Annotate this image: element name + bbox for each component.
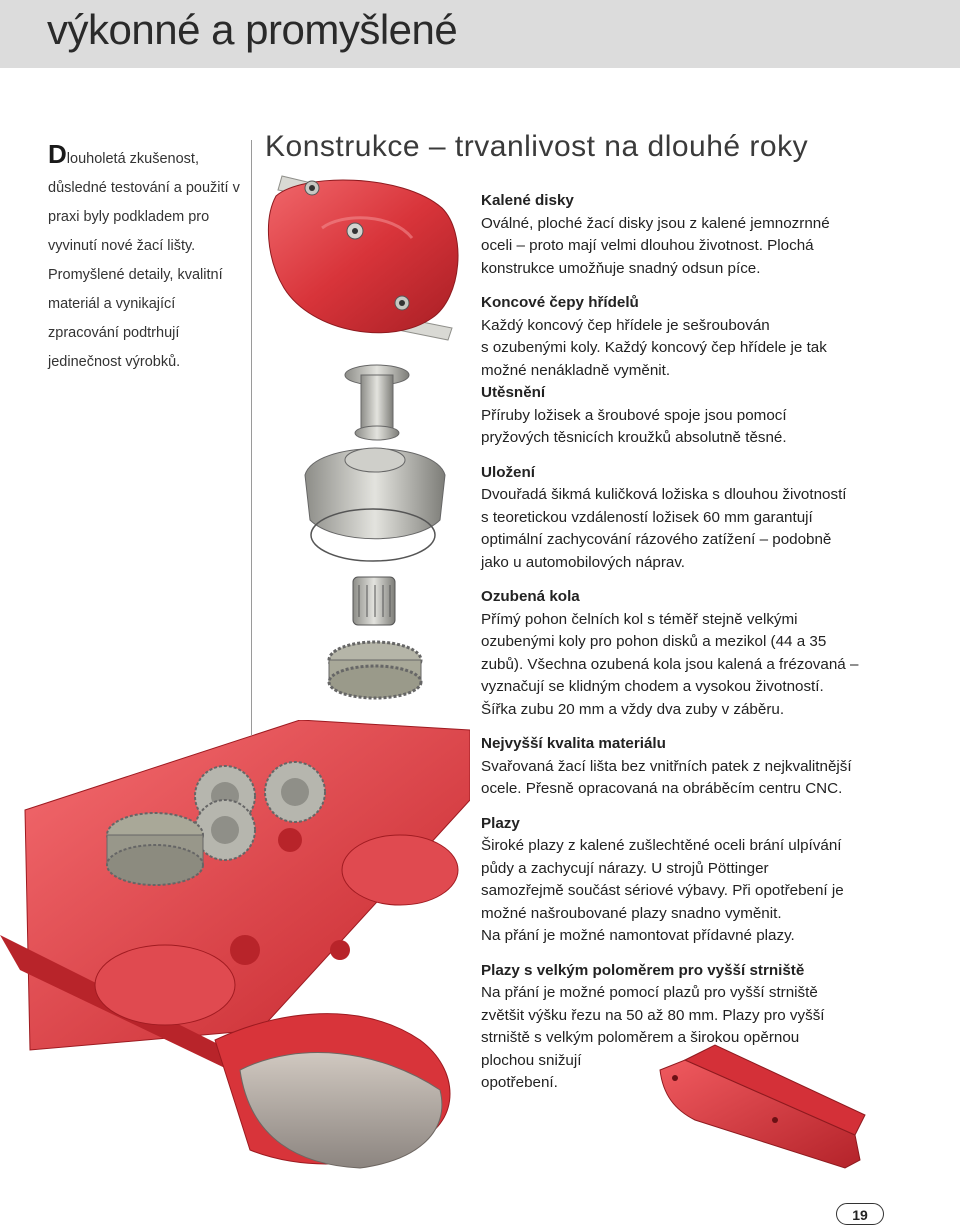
feature-title: Kalené disky [481, 192, 574, 209]
cutter-disc-illustration [262, 168, 472, 353]
page-number: 19 [836, 1203, 884, 1225]
feature-title: Uložení [481, 463, 536, 481]
feature-list [481, 190, 901, 1095]
feature-text: Přímý pohon čelních kol s téměř stejně velkými ozubenými koly pro pohon disků a mezikol (44 a 35 zubů). Všechna ozubená kola jsou kalená a frézovaná – vyznačují se klidným chodem a vysokou životností. Šířka zubu 20 mm a vždy dva zuby v záběru. [481, 610, 859, 718]
feature-bearings [481, 462, 901, 575]
feature-high-stubble-skids [481, 960, 901, 1095]
feature-text: Dvouřadá šikmá kuličková ložiska s dlouhou životností s teoretickou vzdáleností ložisek 60 mm garantují optimální zachycování rázového zatížení – podobně jako u automobilových náprav. [481, 486, 847, 571]
column-divider [251, 140, 252, 735]
feature-title: Plazy [481, 814, 520, 832]
intro-paragraph [48, 140, 248, 377]
intro-lead-letter: D [48, 139, 67, 169]
intro-text: louholetá zkušenost, důsledné testování a použití v praxi byly podkladem pro vyvinutí nové žací lišty. Promyšlené detaily, kvalitní materiál a vynikající zpracování podtrhují jedinečnost výrobků. [48, 151, 240, 370]
feature-title: Ozubená kola [481, 588, 580, 605]
feature-title: Nejvyšší kvalita materiálu [481, 735, 666, 752]
hub-gear-assembly-illustration [295, 355, 465, 700]
feature-text: Na přání je možné pomocí plazů pro vyšší strniště zvětšit výšku řezu na 50 až 80 mm. Plazy pro vyšší strniště s velkým poloměrem a širokou opěrnou plochou snižují opotřebení. [481, 984, 825, 1091]
feature-text: Široké plazy z kalené zušlechtěné oceli brání ulpívání půdy a zachycují nárazy. U strojů Pöttinger samozřejmě součást sériové výbavy. Při opotřebení je možné našroubované plazy snadno vyměnit. Na přání je možné namontovat přídavné plazy. [481, 837, 844, 944]
section-heading: Konstrukce – trvanlivost na dlouhé roky [265, 130, 809, 163]
feature-title: Koncové čepy hřídelů [481, 294, 639, 311]
feature-hardened-discs [481, 190, 901, 280]
feature-shaft-end-pins [481, 292, 901, 382]
feature-text: Oválné, ploché žací disky jsou z kalené jemnozrnné oceli – proto mají velmi dlouhou životnost. Plochá konstrukce umožňuje snadný odsun píce. [481, 214, 830, 277]
feature-gears [481, 586, 901, 721]
feature-text: Příruby ložisek a šroubové spoje jsou pomocí pryžových těsnicích kroužků absolutně těsné. [481, 406, 787, 446]
feature-text: Svařovaná žací lišta bez vnitřních patek z nejkvalitnější ocele. Přesně opracovaná na obráběcím centru CNC. [481, 757, 852, 797]
cutter-bar-illustration [0, 720, 470, 1180]
feature-text: Každý koncový čep hřídele je sešroubován s ozubenými koly. Každý koncový čep hřídele je tak možné nenákladně vyměnit. [481, 316, 827, 379]
feature-title: Utěsnění [481, 384, 546, 401]
page-title: výkonné a promyšlené [47, 6, 458, 53]
feature-title: Plazy s velkým poloměrem pro vyšší strniště [481, 961, 805, 979]
feature-skids [481, 813, 901, 948]
feature-material-quality [481, 733, 901, 801]
feature-sealing [481, 382, 901, 450]
